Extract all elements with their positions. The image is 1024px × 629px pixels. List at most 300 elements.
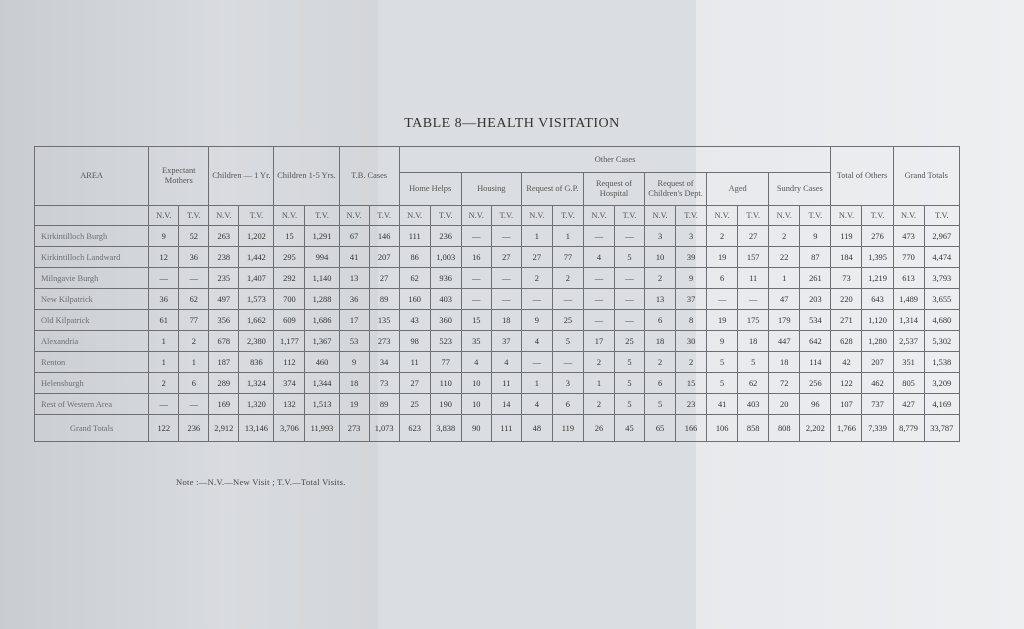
housing-header: Housing xyxy=(461,173,521,206)
value-cell: 9 xyxy=(149,226,179,247)
value-cell: 9 xyxy=(521,310,552,331)
value-cell: 1 xyxy=(179,352,209,373)
tv-column-header: T.V. xyxy=(676,206,707,226)
value-cell: 3,706 xyxy=(274,415,305,442)
value-cell: 3 xyxy=(552,373,583,394)
value-cell: — xyxy=(614,268,644,289)
value-cell: — xyxy=(583,226,614,247)
value-cell: 1,140 xyxy=(305,268,339,289)
value-cell: 1,344 xyxy=(305,373,339,394)
value-cell: 1,219 xyxy=(862,268,893,289)
value-cell: 403 xyxy=(738,394,769,415)
value-cell: 12 xyxy=(149,247,179,268)
value-cell: 2 xyxy=(583,352,614,373)
value-cell: 8 xyxy=(676,310,707,331)
value-cell: 37 xyxy=(491,331,521,352)
value-cell: 107 xyxy=(831,394,862,415)
area-cell: New Kilpatrick xyxy=(35,289,149,310)
value-cell: 623 xyxy=(399,415,430,442)
value-cell: 427 xyxy=(893,394,924,415)
value-cell: 5 xyxy=(614,352,644,373)
grand-totals-header: Grand Totals xyxy=(893,147,959,206)
value-cell: 235 xyxy=(209,268,239,289)
nv-column-header: N.V. xyxy=(583,206,614,226)
value-cell: 119 xyxy=(552,415,583,442)
value-cell: 1,177 xyxy=(274,331,305,352)
value-cell: 33,787 xyxy=(924,415,959,442)
value-cell: 1,367 xyxy=(305,331,339,352)
value-cell: 5 xyxy=(707,352,738,373)
value-cell: 2 xyxy=(179,331,209,352)
value-cell: 47 xyxy=(769,289,800,310)
value-cell: 1,442 xyxy=(239,247,274,268)
value-cell: 37 xyxy=(676,289,707,310)
value-cell: 2,967 xyxy=(924,226,959,247)
value-cell: — xyxy=(179,268,209,289)
value-cell: 13 xyxy=(339,268,369,289)
value-cell: 27 xyxy=(521,247,552,268)
value-cell: 2 xyxy=(645,268,676,289)
value-cell: — xyxy=(149,268,179,289)
value-cell: 1,320 xyxy=(239,394,274,415)
request-childrens-dept-header: Request of Children's Dept. xyxy=(645,173,707,206)
value-cell: 6 xyxy=(645,373,676,394)
nv-column-header: N.V. xyxy=(707,206,738,226)
tv-column-header: T.V. xyxy=(491,206,521,226)
nv-column-header: N.V. xyxy=(645,206,676,226)
value-cell: 11 xyxy=(491,373,521,394)
value-cell: 19 xyxy=(339,394,369,415)
value-cell: 62 xyxy=(399,268,430,289)
value-cell: 447 xyxy=(769,331,800,352)
table-row xyxy=(35,373,960,394)
table-row xyxy=(35,310,960,331)
value-cell: 276 xyxy=(862,226,893,247)
value-cell: 1 xyxy=(149,352,179,373)
value-cell: 1,489 xyxy=(893,289,924,310)
value-cell: 5 xyxy=(707,373,738,394)
value-cell: 678 xyxy=(209,331,239,352)
value-cell: 808 xyxy=(769,415,800,442)
value-cell: — xyxy=(583,268,614,289)
request-gp-header: Request of G.P. xyxy=(521,173,583,206)
value-cell: 403 xyxy=(430,289,461,310)
value-cell: 15 xyxy=(461,310,491,331)
value-cell: 77 xyxy=(430,352,461,373)
value-cell: 5 xyxy=(738,352,769,373)
area-cell: Old Kilpatrick xyxy=(35,310,149,331)
value-cell: 994 xyxy=(305,247,339,268)
value-cell: 238 xyxy=(209,247,239,268)
value-cell: 700 xyxy=(274,289,305,310)
area-cell: Milngavie Burgh xyxy=(35,268,149,289)
value-cell: — xyxy=(707,289,738,310)
value-cell: 1,686 xyxy=(305,310,339,331)
value-cell: 7,339 xyxy=(862,415,893,442)
value-cell: 17 xyxy=(339,310,369,331)
value-cell: 10 xyxy=(461,394,491,415)
value-cell: 6 xyxy=(552,394,583,415)
value-cell: 36 xyxy=(179,247,209,268)
value-cell: 203 xyxy=(800,289,831,310)
value-cell: 122 xyxy=(149,415,179,442)
value-cell: — xyxy=(491,289,521,310)
value-cell: 16 xyxy=(461,247,491,268)
area-cell: Helensburgh xyxy=(35,373,149,394)
value-cell: 4,474 xyxy=(924,247,959,268)
nv-column-header: N.V. xyxy=(399,206,430,226)
table-row xyxy=(35,289,960,310)
nv-tv-header-row xyxy=(35,206,960,226)
other-cases-header: Other Cases xyxy=(399,147,831,173)
value-cell: 236 xyxy=(179,415,209,442)
value-cell: 26 xyxy=(583,415,614,442)
value-cell: 273 xyxy=(339,415,369,442)
value-cell: 111 xyxy=(491,415,521,442)
value-cell: 20 xyxy=(769,394,800,415)
value-cell: 112 xyxy=(274,352,305,373)
value-cell: 5 xyxy=(614,394,644,415)
children-under-1-header: Children — 1 Yr. xyxy=(209,147,274,206)
value-cell: 53 xyxy=(339,331,369,352)
value-cell: 3,655 xyxy=(924,289,959,310)
value-cell: 110 xyxy=(430,373,461,394)
value-cell: 175 xyxy=(738,310,769,331)
value-cell: 15 xyxy=(274,226,305,247)
value-cell: — xyxy=(149,394,179,415)
value-cell: 17 xyxy=(583,331,614,352)
value-cell: 2,537 xyxy=(893,331,924,352)
value-cell: 236 xyxy=(430,226,461,247)
value-cell: 15 xyxy=(676,373,707,394)
value-cell: 36 xyxy=(339,289,369,310)
value-cell: 2 xyxy=(149,373,179,394)
nv-column-header: N.V. xyxy=(893,206,924,226)
value-cell: 22 xyxy=(769,247,800,268)
value-cell: 4 xyxy=(583,247,614,268)
nv-column-header: N.V. xyxy=(339,206,369,226)
nv-column-header: N.V. xyxy=(831,206,862,226)
value-cell: 207 xyxy=(862,352,893,373)
value-cell: 460 xyxy=(305,352,339,373)
value-cell: 1,003 xyxy=(430,247,461,268)
tv-column-header: T.V. xyxy=(179,206,209,226)
value-cell: 13,146 xyxy=(239,415,274,442)
value-cell: 497 xyxy=(209,289,239,310)
value-cell: 96 xyxy=(800,394,831,415)
value-cell: 2,380 xyxy=(239,331,274,352)
value-cell: 18 xyxy=(769,352,800,373)
value-cell: 207 xyxy=(369,247,399,268)
value-cell: 166 xyxy=(676,415,707,442)
value-cell: 25 xyxy=(614,331,644,352)
value-cell: — xyxy=(461,268,491,289)
value-cell: 858 xyxy=(738,415,769,442)
value-cell: 27 xyxy=(491,247,521,268)
value-cell: 11,993 xyxy=(305,415,339,442)
value-cell: 14 xyxy=(491,394,521,415)
tv-column-header: T.V. xyxy=(369,206,399,226)
value-cell: 2,202 xyxy=(800,415,831,442)
value-cell: 292 xyxy=(274,268,305,289)
value-cell: 39 xyxy=(676,247,707,268)
value-cell: 87 xyxy=(800,247,831,268)
value-cell: 351 xyxy=(893,352,924,373)
value-cell: 8,779 xyxy=(893,415,924,442)
value-cell: 462 xyxy=(862,373,893,394)
value-cell: 3,838 xyxy=(430,415,461,442)
tv-column-header: T.V. xyxy=(862,206,893,226)
value-cell: 1,120 xyxy=(862,310,893,331)
value-cell: 534 xyxy=(800,310,831,331)
nv-column-header: N.V. xyxy=(461,206,491,226)
value-cell: 9 xyxy=(339,352,369,373)
value-cell: 805 xyxy=(893,373,924,394)
value-cell: 1,513 xyxy=(305,394,339,415)
value-cell: 360 xyxy=(430,310,461,331)
value-cell: 9 xyxy=(707,331,738,352)
value-cell: 25 xyxy=(552,310,583,331)
value-cell: 936 xyxy=(430,268,461,289)
value-cell: 256 xyxy=(800,373,831,394)
health-visitation-table xyxy=(34,146,960,442)
value-cell: 2 xyxy=(645,352,676,373)
value-cell: 18 xyxy=(645,331,676,352)
value-cell: 10 xyxy=(461,373,491,394)
value-cell: 1,573 xyxy=(239,289,274,310)
value-cell: 5 xyxy=(645,394,676,415)
value-cell: 187 xyxy=(209,352,239,373)
value-cell: 114 xyxy=(800,352,831,373)
value-cell: 271 xyxy=(831,310,862,331)
value-cell: 157 xyxy=(738,247,769,268)
table-title: TABLE 8—HEALTH VISITATION xyxy=(404,116,620,131)
value-cell: — xyxy=(461,289,491,310)
value-cell: 263 xyxy=(209,226,239,247)
value-cell: 613 xyxy=(893,268,924,289)
value-cell: 2 xyxy=(583,394,614,415)
value-cell: 36 xyxy=(149,289,179,310)
value-cell: 1 xyxy=(583,373,614,394)
value-cell: 1,662 xyxy=(239,310,274,331)
table-row xyxy=(35,268,960,289)
value-cell: — xyxy=(583,310,614,331)
value-cell: 4 xyxy=(521,331,552,352)
value-cell: 41 xyxy=(707,394,738,415)
area-cell: Renton xyxy=(35,352,149,373)
value-cell: 609 xyxy=(274,310,305,331)
value-cell: 1,395 xyxy=(862,247,893,268)
value-cell: 3,209 xyxy=(924,373,959,394)
value-cell: 73 xyxy=(369,373,399,394)
footnote: Note :—N.V.—New Visit ; T.V.—Total Visits. xyxy=(176,477,346,487)
area-cell: Alexandria xyxy=(35,331,149,352)
value-cell: 473 xyxy=(893,226,924,247)
value-cell: 1,291 xyxy=(305,226,339,247)
nv-column-header: N.V. xyxy=(209,206,239,226)
tv-column-header: T.V. xyxy=(430,206,461,226)
value-cell: 1 xyxy=(769,268,800,289)
value-cell: 5 xyxy=(614,373,644,394)
value-cell: 98 xyxy=(399,331,430,352)
tv-column-header: T.V. xyxy=(239,206,274,226)
value-cell: 65 xyxy=(645,415,676,442)
value-cell: 836 xyxy=(239,352,274,373)
value-cell: 374 xyxy=(274,373,305,394)
value-cell: 9 xyxy=(676,268,707,289)
value-cell: 2,912 xyxy=(209,415,239,442)
value-cell: 48 xyxy=(521,415,552,442)
value-cell: 73 xyxy=(831,268,862,289)
value-cell: 356 xyxy=(209,310,239,331)
value-cell: 1,766 xyxy=(831,415,862,442)
value-cell: 190 xyxy=(430,394,461,415)
value-cell: 3 xyxy=(676,226,707,247)
expectant-mothers-header: Expectant Mothers xyxy=(149,147,209,206)
value-cell: 4,169 xyxy=(924,394,959,415)
value-cell: 295 xyxy=(274,247,305,268)
value-cell: 3 xyxy=(645,226,676,247)
value-cell: 11 xyxy=(738,268,769,289)
value-cell: 90 xyxy=(461,415,491,442)
area-header: AREA xyxy=(35,147,149,206)
value-cell: 25 xyxy=(399,394,430,415)
value-cell: 89 xyxy=(369,289,399,310)
value-cell: 1 xyxy=(521,373,552,394)
value-cell: 6 xyxy=(179,373,209,394)
value-cell: 27 xyxy=(738,226,769,247)
tv-column-header: T.V. xyxy=(614,206,644,226)
value-cell: 2 xyxy=(707,226,738,247)
value-cell: 1 xyxy=(149,331,179,352)
area-cell: Grand Totals xyxy=(35,415,149,442)
request-hospital-header: Request of Hospital xyxy=(583,173,644,206)
tv-column-header: T.V. xyxy=(924,206,959,226)
value-cell: 5 xyxy=(552,331,583,352)
tv-column-header: T.V. xyxy=(305,206,339,226)
value-cell: — xyxy=(614,226,644,247)
value-cell: 35 xyxy=(461,331,491,352)
value-cell: 30 xyxy=(676,331,707,352)
tb-cases-header: T.B. Cases xyxy=(339,147,399,206)
value-cell: 77 xyxy=(552,247,583,268)
value-cell: 19 xyxy=(707,310,738,331)
home-helps-header: Home Helps xyxy=(399,173,461,206)
children-1-5-header: Children 1-5 Yrs. xyxy=(274,147,339,206)
value-cell: 4 xyxy=(491,352,521,373)
value-cell: 86 xyxy=(399,247,430,268)
value-cell: — xyxy=(461,226,491,247)
value-cell: 1,073 xyxy=(369,415,399,442)
value-cell: 106 xyxy=(707,415,738,442)
value-cell: 27 xyxy=(399,373,430,394)
value-cell: 2 xyxy=(552,268,583,289)
nv-column-header: N.V. xyxy=(274,206,305,226)
value-cell: 1,314 xyxy=(893,310,924,331)
value-cell: 523 xyxy=(430,331,461,352)
value-cell: 6 xyxy=(645,310,676,331)
value-cell: 6 xyxy=(707,268,738,289)
area-cell: Kirkintilloch Landward xyxy=(35,247,149,268)
value-cell: 62 xyxy=(179,289,209,310)
value-cell: 179 xyxy=(769,310,800,331)
table-row xyxy=(35,394,960,415)
value-cell: 18 xyxy=(339,373,369,394)
value-cell: 1,538 xyxy=(924,352,959,373)
value-cell: 184 xyxy=(831,247,862,268)
nv-column-header: N.V. xyxy=(149,206,179,226)
table-row xyxy=(35,352,960,373)
value-cell: 261 xyxy=(800,268,831,289)
value-cell: 111 xyxy=(399,226,430,247)
value-cell: — xyxy=(738,289,769,310)
area-cell: Kirkintilloch Burgh xyxy=(35,226,149,247)
value-cell: 642 xyxy=(800,331,831,352)
value-cell: 1 xyxy=(552,226,583,247)
value-cell: 1,288 xyxy=(305,289,339,310)
aged-header: Aged xyxy=(707,173,769,206)
value-cell: 1 xyxy=(521,226,552,247)
value-cell: — xyxy=(614,289,644,310)
tv-column-header: T.V. xyxy=(552,206,583,226)
value-cell: 45 xyxy=(614,415,644,442)
value-cell: 13 xyxy=(645,289,676,310)
value-cell: 11 xyxy=(399,352,430,373)
value-cell: 41 xyxy=(339,247,369,268)
value-cell: 72 xyxy=(769,373,800,394)
value-cell: 132 xyxy=(274,394,305,415)
value-cell: 3,793 xyxy=(924,268,959,289)
value-cell: 169 xyxy=(209,394,239,415)
value-cell: — xyxy=(521,352,552,373)
value-cell: 9 xyxy=(800,226,831,247)
value-cell: 18 xyxy=(491,310,521,331)
value-cell: — xyxy=(552,352,583,373)
value-cell: 289 xyxy=(209,373,239,394)
value-cell: 770 xyxy=(893,247,924,268)
value-cell: 89 xyxy=(369,394,399,415)
value-cell: 135 xyxy=(369,310,399,331)
value-cell: — xyxy=(552,289,583,310)
value-cell: 42 xyxy=(831,352,862,373)
value-cell: 1,202 xyxy=(239,226,274,247)
value-cell: — xyxy=(491,268,521,289)
value-cell: 67 xyxy=(339,226,369,247)
tv-column-header: T.V. xyxy=(800,206,831,226)
value-cell: 2 xyxy=(676,352,707,373)
value-cell: 2 xyxy=(521,268,552,289)
area-cell: Rest of Western Area xyxy=(35,394,149,415)
table-row xyxy=(35,247,960,268)
value-cell: 146 xyxy=(369,226,399,247)
grand-totals-row xyxy=(35,415,960,442)
value-cell: 220 xyxy=(831,289,862,310)
value-cell: 34 xyxy=(369,352,399,373)
value-cell: 628 xyxy=(831,331,862,352)
value-cell: 1,280 xyxy=(862,331,893,352)
value-cell: 62 xyxy=(738,373,769,394)
table-row xyxy=(35,226,960,247)
value-cell: 122 xyxy=(831,373,862,394)
value-cell: — xyxy=(583,289,614,310)
value-cell: — xyxy=(521,289,552,310)
value-cell: — xyxy=(491,226,521,247)
value-cell: 643 xyxy=(862,289,893,310)
value-cell: 119 xyxy=(831,226,862,247)
value-cell: 19 xyxy=(707,247,738,268)
table-row xyxy=(35,331,960,352)
sundry-cases-header: Sundry Cases xyxy=(769,173,831,206)
